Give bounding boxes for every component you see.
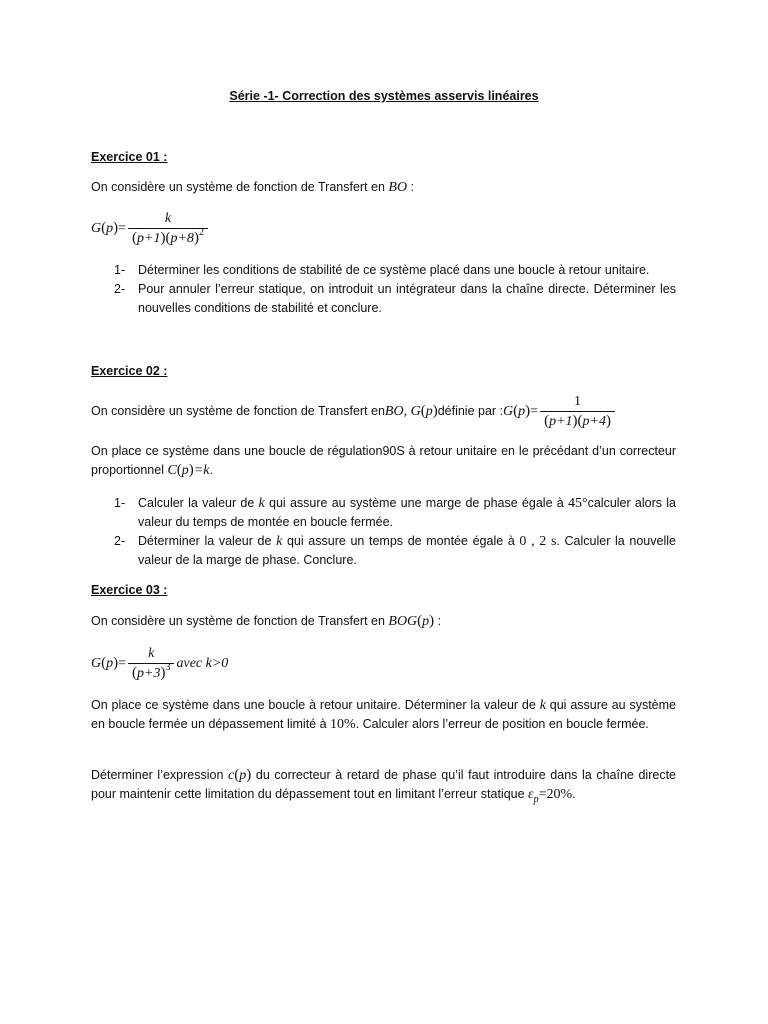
exercise-1-questions (91, 261, 676, 318)
exercise-2-paragraph: On place ce système dans une boucle de régulation90S à retour unitaire en le précédant d’un correcteur proportionnel C(p)=k. (91, 444, 676, 478)
list-item: 2- Déterminer la valeur de k qui assure un temps de montée égale à 0 , 2 s. Calculer la nouvelle valeur de la marge de phase. Conclure. (114, 534, 676, 567)
exercise-1-heading: Exercice 01 : (91, 150, 168, 164)
exercise-2-questions (91, 494, 676, 570)
fraction: $\frac{k}{(p+3)^3}$ (128, 645, 174, 682)
exercise-1-formula: G ( p ) = $\frac{k}{(p+1)(p+8)^2}$ (91, 210, 210, 247)
exercise-3-heading: Exercice 03 : (91, 583, 168, 597)
list-item: 1- Déterminer les conditions de stabilité de ce système placé dans une boucle à retour unitaire. (114, 263, 650, 277)
fraction: $\frac{k}{(p+1)(p+8)^2}$ (128, 210, 208, 247)
fraction: $\frac{1}{(p+1)(p+4)}$ (540, 393, 615, 430)
document-title: Série -1- Correction des systèmes asservis linéaires (229, 89, 539, 103)
list-item: 1- Calculer la valeur de k qui assure au système une marge de phase égale à 45°calculer alors la valeur du temps de montée en boucle fermée. (114, 496, 676, 529)
exercise-3-formula: G ( p ) = $\frac{k}{(p+3)^3}$ avec k>0 (91, 646, 229, 681)
exercise-3-paragraph-1: On place ce système dans une boucle à retour unitaire. Déterminer la valeur de k qui assure au système en boucle fermée un dépassement limité à 10%. Calculer alors l’erreur de position en boucle fermée. (91, 698, 676, 732)
exercise-3-paragraph-2: Déterminer l’expression c(p) du correcteur à retard de phase qu’il faut introduire dans la chaîne directe pour maintenir cette limitation du dépassement tout en limitant l’erreur statique $\varepsilon_p=20\%$. (91, 767, 676, 805)
list-item: 2- Pour annuler l’erreur statique, on introduit un intégrateur dans la chaîne directe. Déterminer les nouvelles conditions de stabilité et conclure. (114, 282, 676, 315)
exercise-2-intro: On considère un système de fonction de Transfert en BO, G ( p ) définie par : G ( p ) = $\frac{1}{(p+1)(p+4)}$ (91, 393, 617, 430)
exercise-3-intro: On considère un système de fonction de Transfert en BOG(p) : (91, 613, 442, 629)
exercise-2-heading: Exercice 02 : (91, 364, 168, 378)
exercise-1-intro: On considère un système de fonction de Transfert en BO : (91, 180, 415, 195)
